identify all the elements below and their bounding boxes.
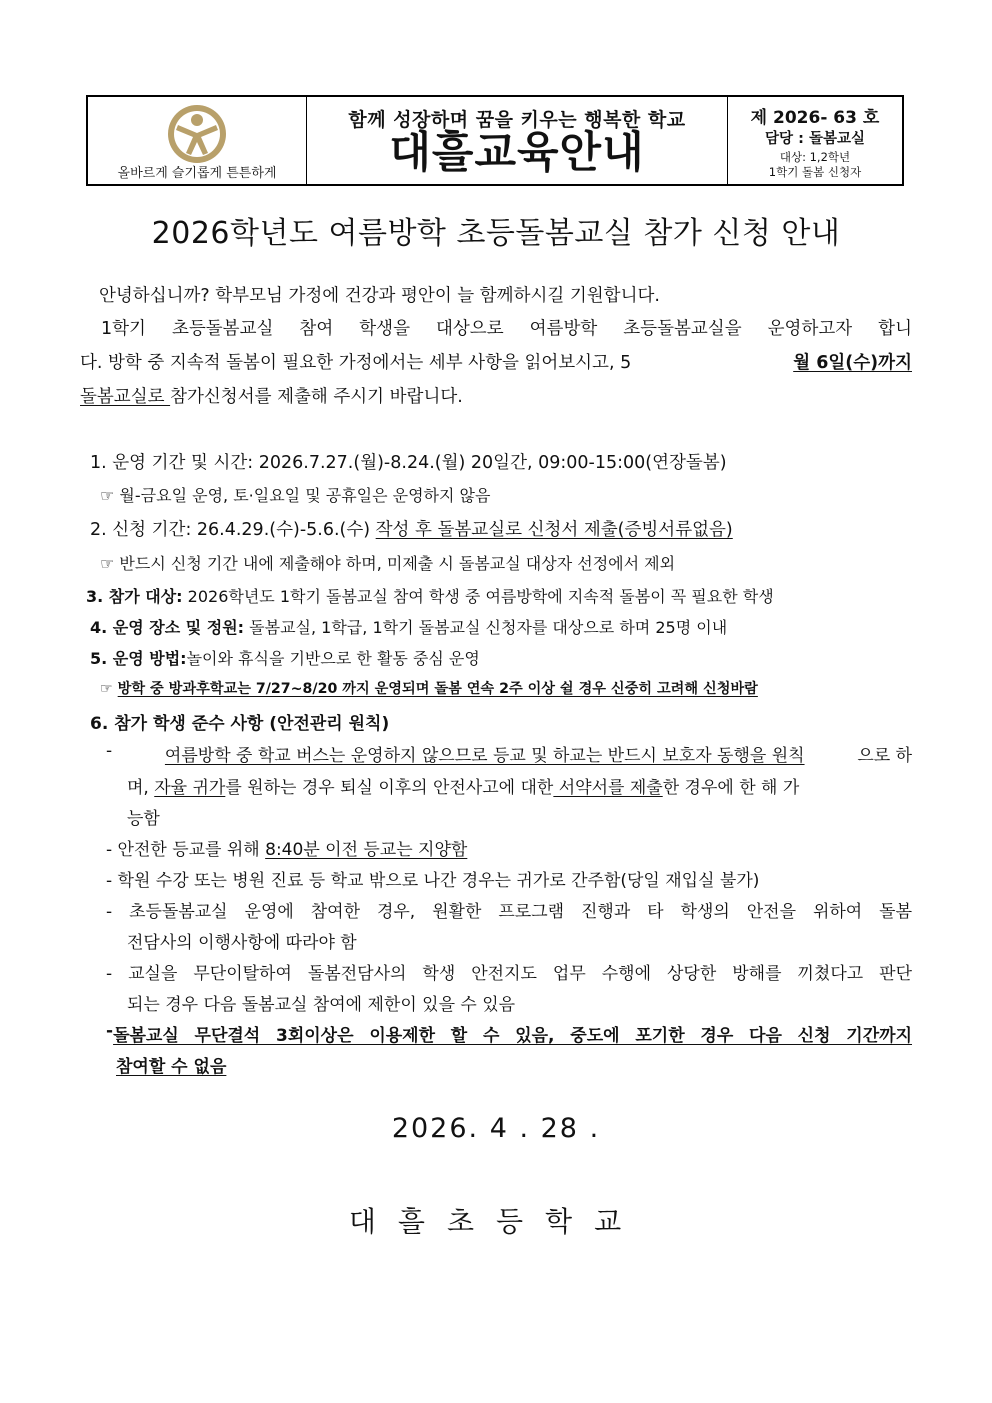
intro-line-4 (80, 383, 463, 408)
header-box (86, 95, 904, 186)
rule-1-l2-e: 한 경우에 한 해 가 (662, 778, 800, 798)
newsletter-title: 대흘교육안내 (389, 128, 645, 178)
item-2-note: ☞ 반드시 신청 기간 내에 제출해야 하며, 미제출 시 돌봄교실 대상자 선정에서 제외 (100, 554, 676, 573)
rule-2-text: - 안전한 등교를 위해 (106, 840, 266, 860)
rule-2-highlight: 8:40분 이전 등교는 지양함 (265, 840, 468, 860)
rule-1-highlight: 여름방학 중 학교 버스는 운영하지 않으므로 등교 및 하교는 반드시 보호자 동행을 원칙 (164, 746, 805, 766)
item-4-capacity (90, 615, 727, 638)
intro-line-1: 안녕하십니까? 학부모님 가정에 건강과 평안이 늘 함께하시길 기원합니다. (99, 286, 660, 306)
item-3-text: 2026학년도 1학기 돌봄교실 참여 학생 중 여름방학에 지속적 돌봄이 꼭 필요한 학생 (182, 587, 774, 606)
school-emblem-icon (166, 103, 228, 165)
rule-3: - 학원 수강 또는 병원 진료 등 학교 밖으로 나간 경우는 귀가로 간주함(당일 재입실 불가) (106, 871, 760, 891)
item-5-note (100, 678, 758, 698)
document-number: 제 2026- 63 호 (750, 108, 880, 128)
item-5-note-highlight: 방학 중 방과후학교는 7/27~8/20 까지 운영되며 돌봄 연속 2주 이상 쉴 경우 신중히 고려해 신청바람 (117, 681, 758, 697)
rule-1-tail: 으로 하 (857, 746, 912, 766)
header-title-cell (307, 97, 728, 184)
intro-line-3-text: 다. 방학 중 지속적 돌봄이 필요한 가정에서는 세부 사항을 읽어보시고, 5 (80, 353, 632, 373)
document-applicants: 1학기 돌봄 신청자 (768, 165, 862, 179)
school-name: 대흘초등학교 (348, 1205, 644, 1238)
intro-line-3 (80, 349, 912, 374)
item-5-method (90, 646, 480, 669)
header-logo-cell (88, 97, 307, 184)
rule-6-line-2: 참여할 수 없음 (116, 1057, 227, 1077)
rule-1-l2-a: 며, (127, 778, 155, 798)
item-2-text: 2. 신청 기간: 26.4.29.(수)-5.6.(수) (90, 520, 376, 540)
rule-6-line-1 (106, 1021, 912, 1046)
pointing-hand-icon: ☞ (100, 681, 118, 697)
item-1-note: ☞ 월-금요일 운영, 토·일요일 및 공휴일은 운영하지 않음 (100, 486, 491, 505)
rule-6-dash: - (106, 1021, 114, 1041)
item-5-text: 놀이와 휴식을 기반으로 한 활동 중심 운영 (186, 649, 480, 668)
header-info-cell (728, 97, 902, 184)
rule-1-line-1 (106, 741, 912, 766)
rule-1-l2-c: 를 원하는 경우 퇴실 이후의 안전사고에 대한 (225, 778, 554, 798)
item-4-text: 돌봄교실, 1학급, 1학기 돌봄교실 신청자를 대상으로 하며 25명 이내 (244, 618, 728, 637)
rule-5-line-2: 되는 경우 다음 돌봄교실 참여에 제한이 있을 수 있음 (127, 995, 516, 1015)
submit-to-highlight: 돌봄교실로 (80, 387, 171, 407)
intro-line-2: 1학기 초등돌봄교실 참여 학생을 대상으로 여름방학 초등돌봄교실을 운영하고자 합니 (101, 319, 912, 339)
item-5-label: 5. 운영 방법: (90, 649, 187, 668)
item-3-label: 3. 참가 대상: (86, 587, 183, 606)
rule-5-line-1: - 교실을 무단이탈하여 돌봄전담사의 학생 안전지도 업무 수행에 상당한 방해를 끼쳤다고 판단 (106, 964, 912, 984)
document-target: 대상: 1,2학년 (779, 150, 851, 164)
school-motto: 올바르게 슬기롭게 튼튼하게 (117, 166, 277, 181)
school-slogan: 함께 성장하며 꿈을 키우는 행복한 학교 (348, 109, 686, 131)
document-date: 2026. 4 . 28 . (391, 1113, 601, 1144)
deadline-highlight: 월 6일(수)까지 (793, 353, 912, 373)
item-2-application (90, 516, 733, 541)
rule-1-line-2 (127, 773, 912, 798)
rule-1-dash: - (106, 741, 113, 761)
rule-4-line-1: - 초등돌봄교실 운영에 참여한 경우, 원활한 프로그램 진행과 타 학생의 안전을 위하여 돌봄 (106, 902, 912, 922)
item-1-period: 1. 운영 기간 및 시간: 2026.7.27.(월)-8.24.(월) 20일간, 09:00-15:00(연장돌봄) (90, 453, 727, 473)
item-3-eligibility (86, 584, 774, 607)
item-6-rules-heading: 6. 참가 학생 준수 사항 (안전관리 원칙) (90, 714, 390, 734)
rule-4-line-2: 전담사의 이행사항에 따라야 함 (127, 933, 357, 953)
item-2-highlight: 작성 후 돌봄교실로 신청서 제출(증빙서류없음) (375, 520, 733, 540)
rule-1-line-3: 능함 (127, 809, 160, 829)
rule-1-pledge: 서약서를 제출 (553, 778, 663, 798)
rule-2 (106, 835, 467, 860)
rule-1-self-return: 자율 귀가 (154, 778, 226, 798)
intro-line-4-text: 참가신청서를 제출해 주시기 바랍니다. (170, 387, 463, 407)
page-title: 2026학년도 여름방학 초등돌봄교실 참가 신청 안내 (151, 216, 841, 251)
item-4-label: 4. 운영 장소 및 정원: (90, 618, 245, 637)
document-in-charge: 담당 : 돌봄교실 (765, 131, 865, 147)
rule-6-highlight: 돌봄교실 무단결석 3회이상은 이용제한 할 수 있음, 중도에 포기한 경우 다음 신청 기간까지 (113, 1026, 912, 1046)
